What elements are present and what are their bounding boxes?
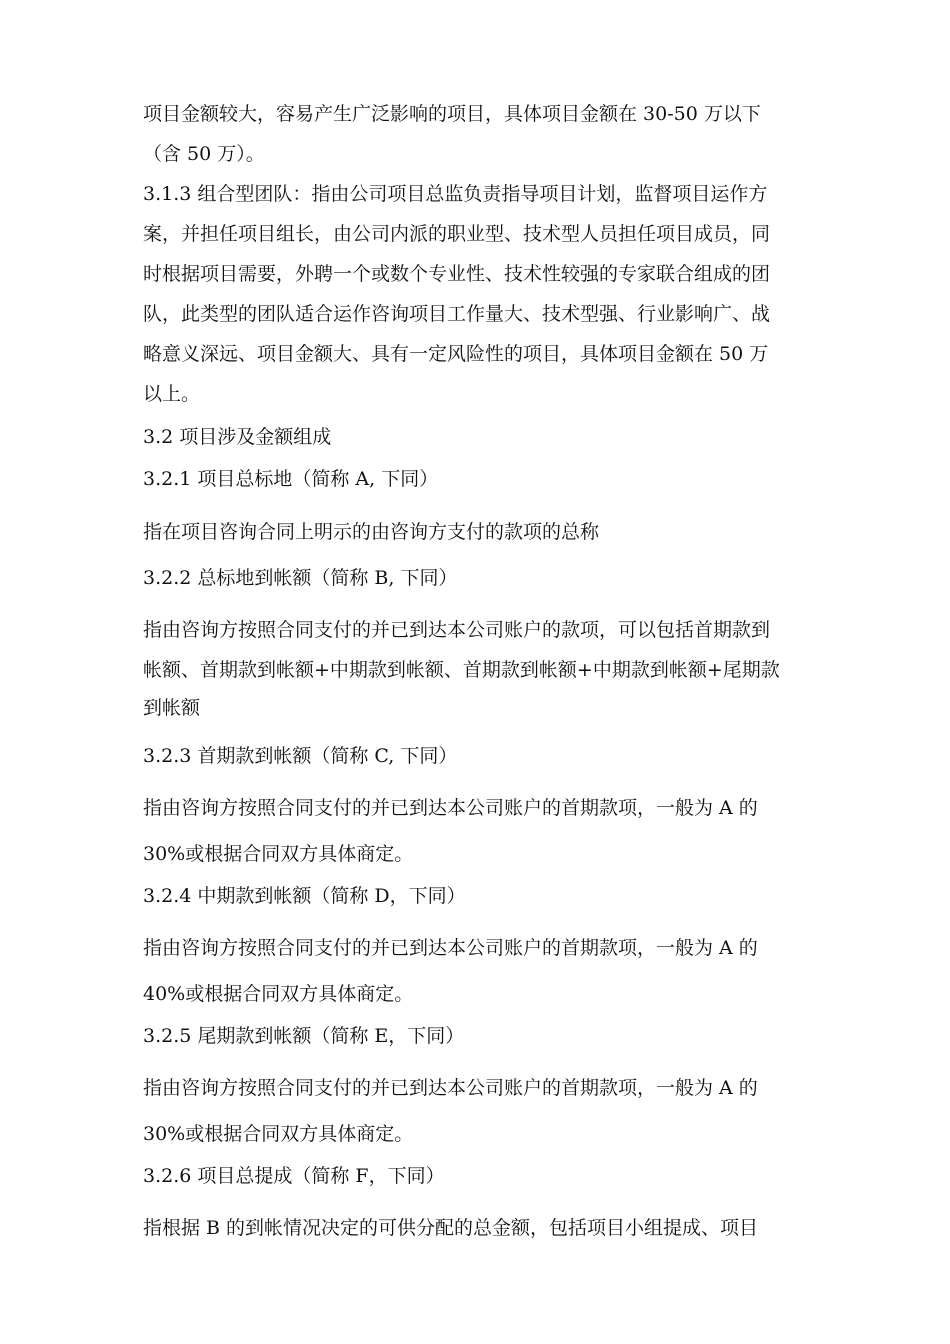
paragraph-line: 案，并担任项目组长，由公司内派的职业型、技术型人员担任项目成员，同: [143, 223, 771, 245]
paragraph-line: 时根据项目需要，外聘一个或数个专业性、技术性较强的专家联合组成的团: [143, 263, 771, 285]
paragraph-line: 30%或根据合同双方具体商定。: [143, 843, 414, 865]
subsection-heading: 3.2.3 首期款到帐额（简称 C, 下同）: [143, 745, 458, 767]
paragraph-line: 指由咨询方按照合同支付的并已到达本公司账户的款项，可以包括首期款到: [143, 619, 771, 641]
paragraph-line: 40%或根据合同双方具体商定。: [143, 983, 414, 1005]
paragraph-line: 指由咨询方按照合同支付的并已到达本公司账户的首期款项，一般为 A 的: [143, 937, 758, 959]
paragraph-line: 指在项目咨询合同上明示的由咨询方支付的款项的总称: [143, 521, 600, 543]
subsection-heading: 3.2.4 中期款到帐额（简称 D，下同）: [143, 885, 466, 907]
subsection-heading: 3.2.6 项目总提成（简称 F，下同）: [143, 1165, 445, 1187]
paragraph-line: 帐额、首期款到帐额+中期款到帐额、首期款到帐额+中期款到帐额+尾期款: [143, 659, 780, 681]
subsection-heading: 3.2.5 尾期款到帐额（简称 E，下同）: [143, 1025, 465, 1047]
paragraph-line: 队，此类型的团队适合运作咨询项目工作量大、技术型强、行业影响广、战: [143, 303, 771, 325]
paragraph-line: 略意义深远、项目金额大、具有一定风险性的项目，具体项目金额在 50 万: [143, 343, 769, 365]
paragraph-line: 3.1.3 组合型团队：指由公司项目总监负责指导项目计划，监督项目运作方: [143, 183, 768, 205]
section-heading: 3.2 项目涉及金额组成: [143, 426, 332, 448]
subsection-heading: 3.2.1 项目总标地（简称 A, 下同）: [143, 468, 439, 490]
paragraph-line: 指由咨询方按照合同支付的并已到达本公司账户的首期款项，一般为 A 的: [143, 1077, 758, 1099]
paragraph-line: （含 50 万）。: [143, 143, 265, 165]
paragraph-line: 项目金额较大，容易产生广泛影响的项目，具体项目金额在 30-50 万以下: [143, 103, 761, 125]
paragraph-line: 指由咨询方按照合同支付的并已到达本公司账户的首期款项，一般为 A 的: [143, 797, 758, 819]
paragraph-line: 到帐额: [143, 697, 201, 719]
subsection-heading: 3.2.2 总标地到帐额（简称 B, 下同）: [143, 567, 458, 589]
paragraph-line: 30%或根据合同双方具体商定。: [143, 1123, 414, 1145]
paragraph-line: 指根据 B 的到帐情况决定的可供分配的总金额，包括项目小组提成、项目: [143, 1217, 759, 1239]
paragraph-line: 以上。: [143, 383, 201, 405]
